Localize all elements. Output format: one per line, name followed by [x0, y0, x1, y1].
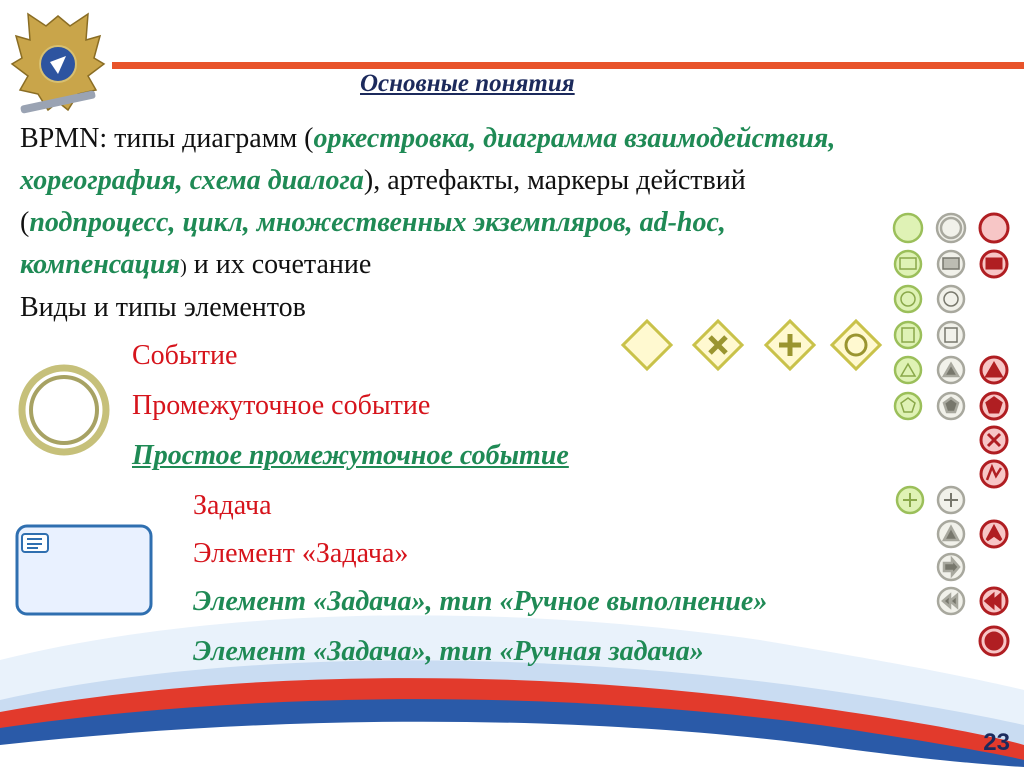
circle-gateway-icon	[832, 321, 880, 369]
paragraph-close: )	[180, 256, 187, 278]
page-number: 23	[983, 729, 1010, 756]
paragraph-middle: ), артефакты, маркеры действий (	[20, 165, 746, 238]
end-events-column	[980, 214, 1008, 655]
double-headed-eagle-emblem	[12, 14, 104, 114]
item-simple-intermediate-event: Простое промежуточное событие	[132, 440, 569, 471]
x-gateway-icon	[694, 321, 742, 369]
item-event: Событие	[132, 340, 238, 371]
item-task: Задача	[193, 490, 272, 521]
item-manual-task: Элемент «Задача», тип «Ручная задача»	[193, 636, 704, 667]
paragraph-suffix: и их сочетание	[186, 249, 372, 280]
action-markers: подпроцесс, цикл, множественных экземпляров, ad-hoc, компенсация	[20, 207, 726, 280]
hand-icon	[22, 534, 48, 552]
bpmn-paragraph	[20, 118, 880, 288]
item-manual-execution: Элемент «Задача», тип «Ручное выполнение»	[193, 586, 768, 617]
diagram-types: оркестровка, диаграмма взаимодействия, хореография, схема диалога	[20, 123, 836, 196]
paragraph-prefix: BPMN: типы диаграмм (	[20, 123, 314, 154]
item-intermediate-event: Промежуточное событие	[132, 390, 431, 421]
plus-gateway-icon	[766, 321, 814, 369]
item-task-element: Элемент «Задача»	[193, 538, 409, 569]
exclusive-gateway-icon	[623, 321, 671, 369]
intermediate-event-icon	[22, 368, 106, 452]
task-icon	[17, 526, 151, 614]
start-events-column	[894, 214, 923, 513]
intermediate-events-column	[937, 214, 965, 614]
page-title: Основные понятия	[360, 70, 575, 97]
element-types-heading: Виды и типы элементов	[20, 292, 306, 323]
